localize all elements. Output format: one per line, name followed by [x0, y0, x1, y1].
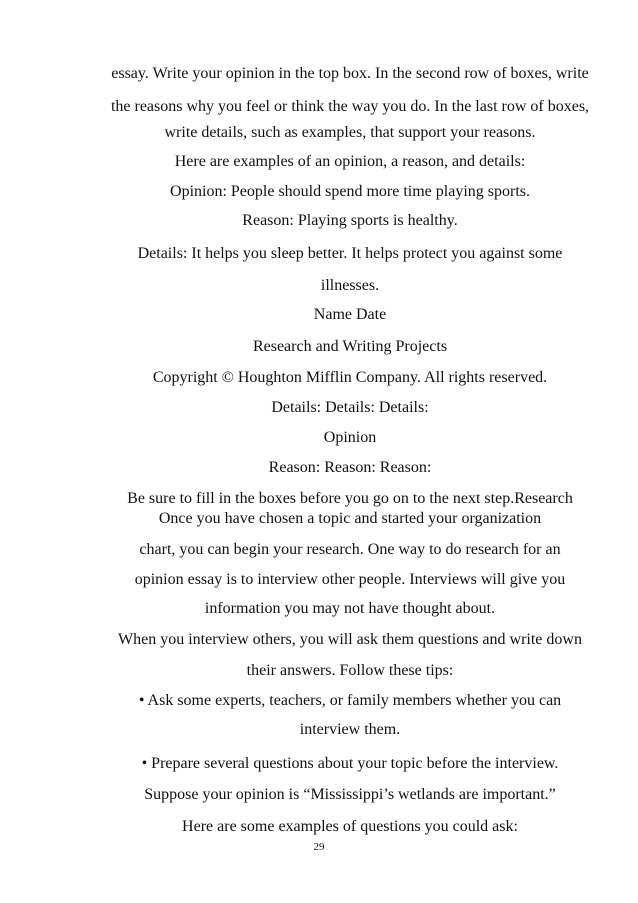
- text-line: opinion essay is to interview other people. Interviews will give you: [134, 571, 566, 588]
- text-line: Reason: Playing sports is healthy.: [242, 212, 458, 229]
- text-line: Research and Writing Projects: [252, 338, 448, 355]
- text-line: chart, you can begin your research. One way to do research for an: [139, 541, 561, 558]
- text-line: Opinion: People should spend more time playing sports.: [170, 183, 530, 200]
- text-line: Suppose your opinion is “Mississippi’s wetlands are important.”: [144, 786, 556, 803]
- text-line: Once you have chosen a topic and started your organization: [158, 510, 542, 527]
- text-line: write details, such as examples, that support your reasons.: [164, 124, 536, 141]
- text-line: Here are examples of an opinion, a reason, and details:: [174, 153, 526, 170]
- text-line: illnesses.: [320, 277, 380, 294]
- text-line: interview them.: [299, 721, 401, 738]
- text-line: Copyright © Houghton Mifflin Company. All rights reserved.: [152, 369, 548, 386]
- text-line: • Ask some experts, teachers, or family members whether you can: [138, 692, 562, 709]
- text-line: essay. Write your opinion in the top box. In the second row of boxes, write: [111, 65, 589, 82]
- text-line: the reasons why you feel or think the way you do. In the last row of boxes,: [110, 98, 590, 115]
- text-line: Here are some examples of questions you could ask:: [182, 818, 518, 835]
- text-line: Name Date: [313, 306, 387, 323]
- text-line: Details: It helps you sleep better. It helps protect you against some: [137, 245, 563, 262]
- text-line: Reason: Reason: Reason:: [268, 459, 432, 476]
- text-line: their answers. Follow these tips:: [246, 662, 454, 679]
- page-number: 29: [313, 841, 325, 853]
- text-line: Be sure to fill in the boxes before you go on to the next step.Research: [127, 490, 573, 507]
- text-line: • Prepare several questions about your topic before the interview.: [141, 755, 559, 772]
- text-line: When you interview others, you will ask them questions and write down: [118, 631, 582, 648]
- text-line: Details: Details: Details:: [271, 399, 429, 416]
- text-line: information you may not have thought about.: [204, 600, 496, 617]
- text-line: Opinion: [323, 429, 377, 446]
